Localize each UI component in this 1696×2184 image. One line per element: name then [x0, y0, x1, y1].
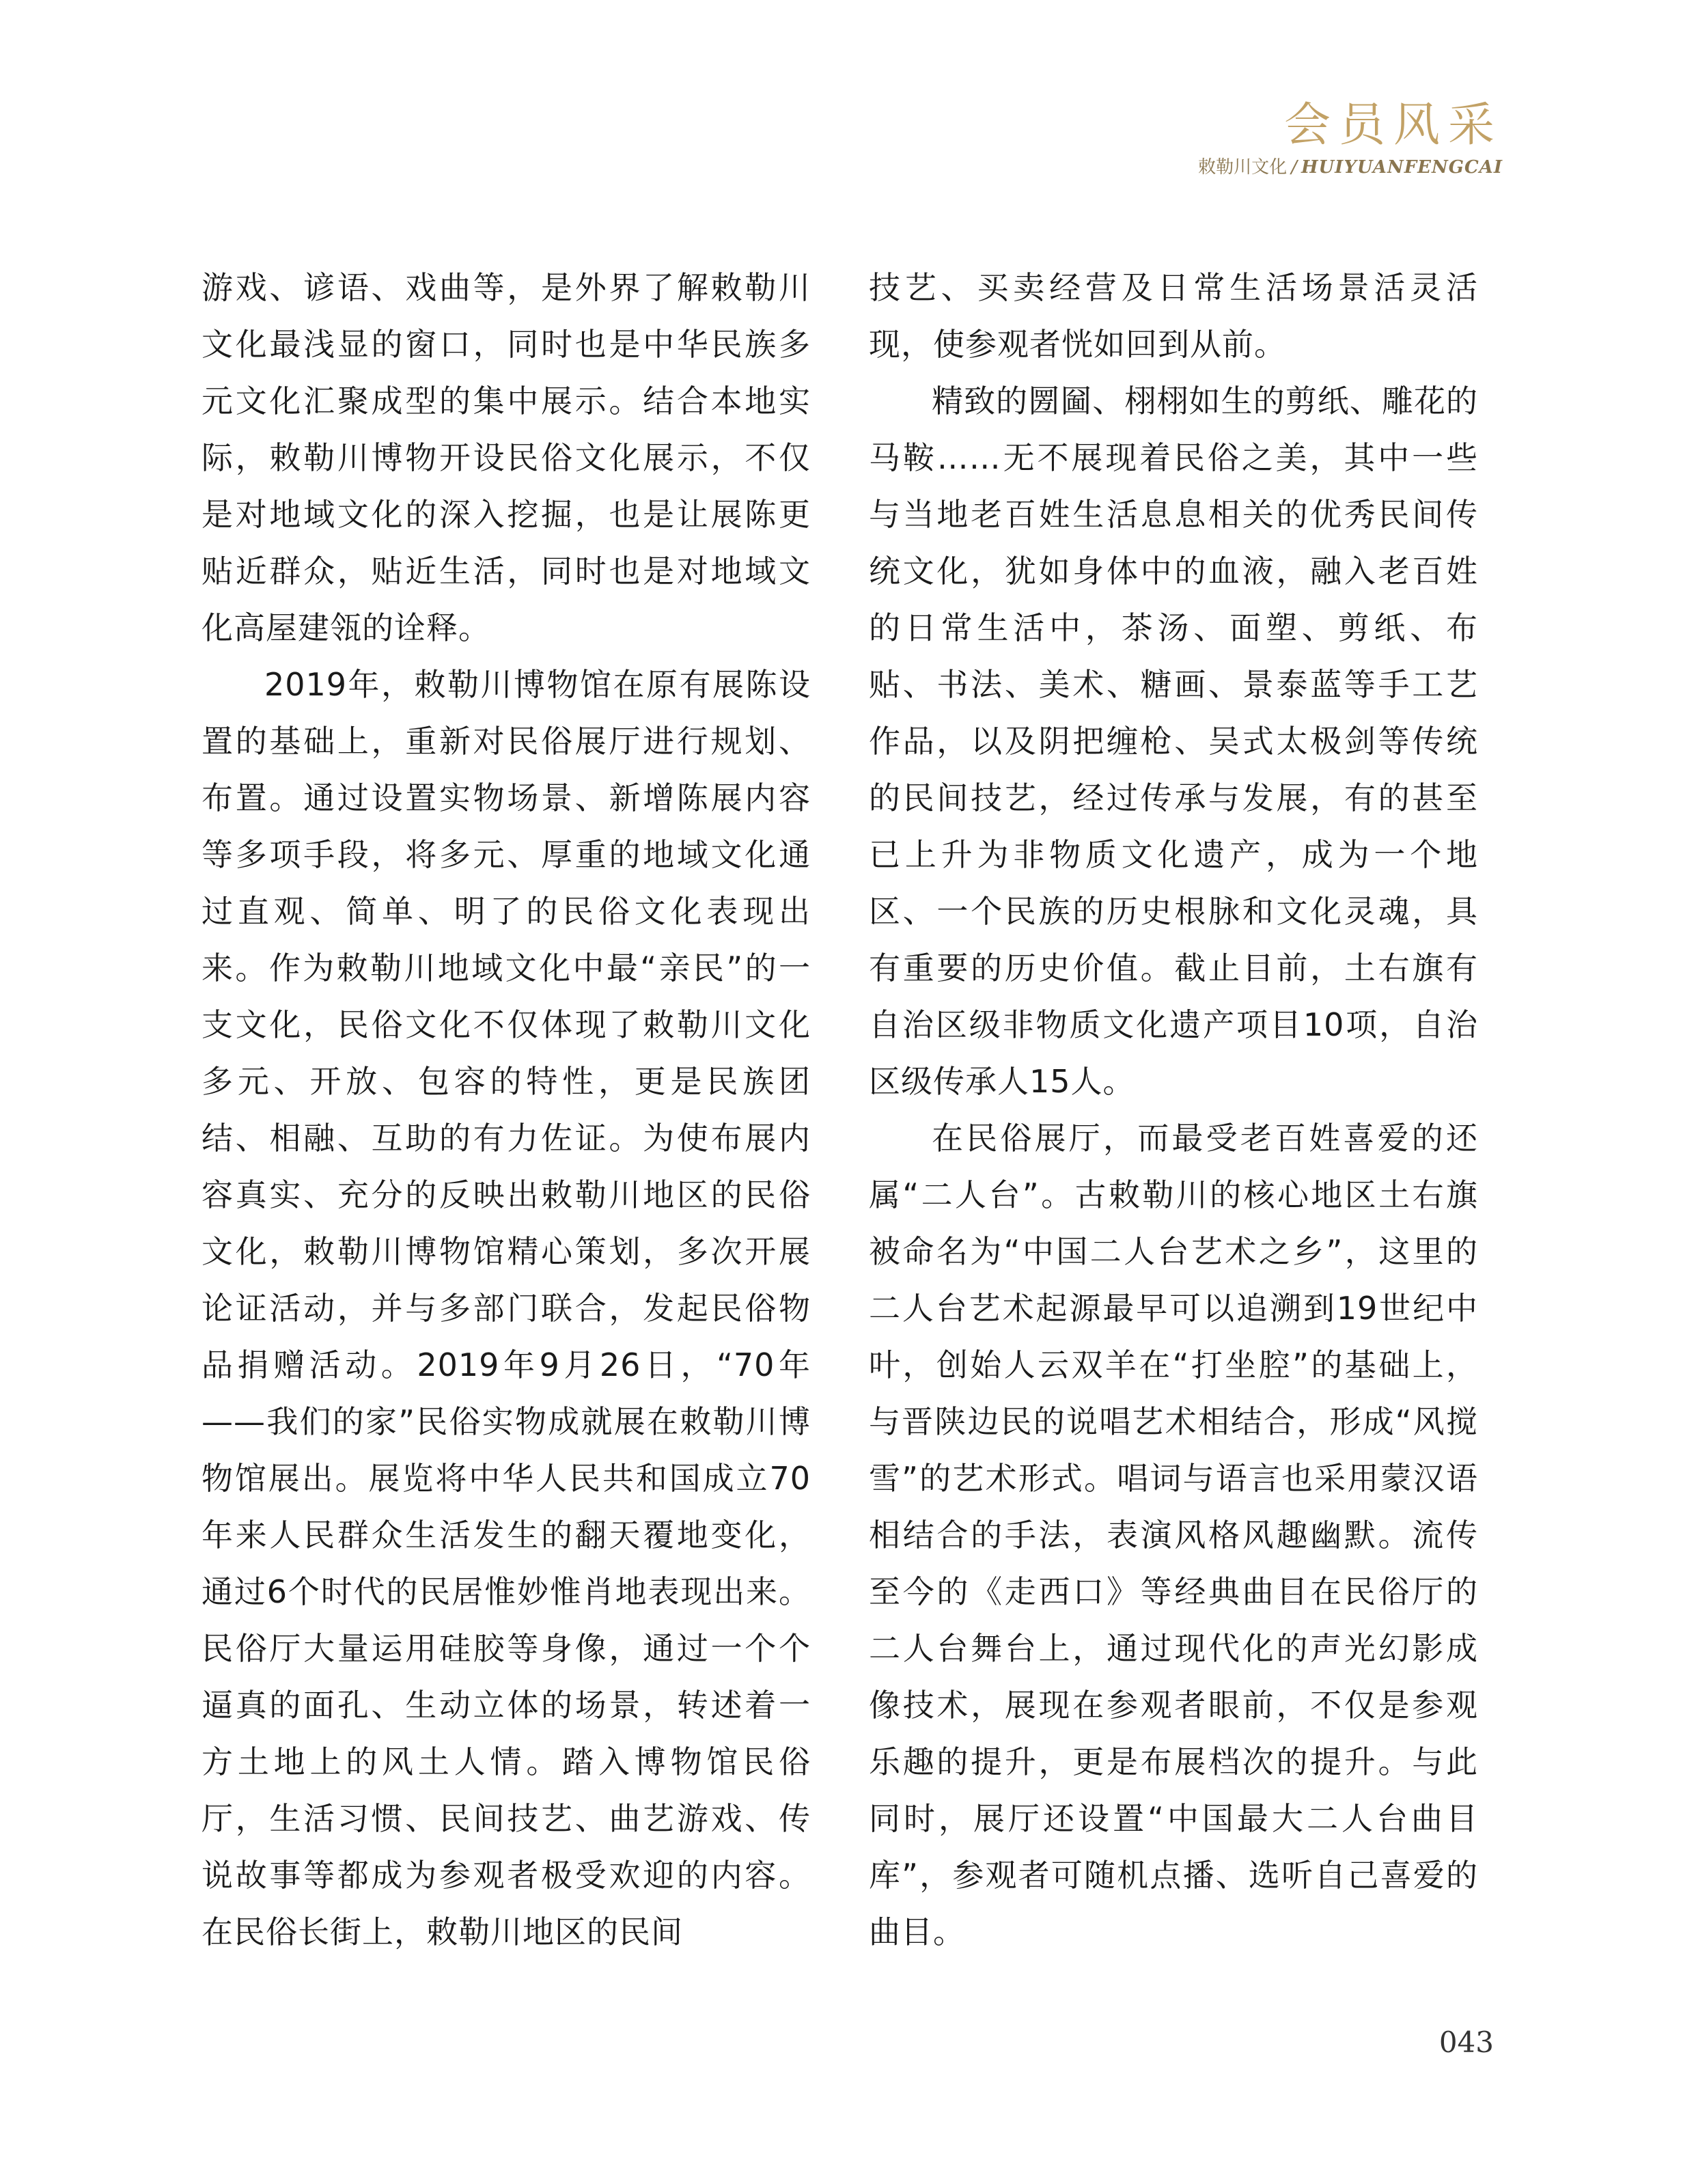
- paragraph: 技艺、买卖经营及日常生活场景活灵活现，使参观者恍如回到从前。: [869, 269, 1478, 363]
- paragraph: 2019年，敕勒川博物馆在原有展陈设置的基础上，重新对民俗展厅进行规划、布置。通过设置实物场景、新增陈展内容等多项手段，将多元、厚重的地域文化通过直观、简单、明了的民俗文化表现出来。作为敕勒川地域文化中最“亲民”的一支文化，民俗文化不仅体现了敕勒川文化多元、开放、包容的特性，更是民族团结、相融、互助的有力佐证。为使布展内容真实、充分的反映出敕勒川地区的民俗文化，敕勒川博物馆精心策划，多次开展论证活动，并与多部门联合，发起民俗物品捐赠活动。2019年9月26日，“70年——我们的家”民俗实物成就展在敕勒川博物馆展出。展览将中华人民共和国成立70年来人民群众生活发生的翻天覆地变化，通过6个时代的民居惟妙惟肖地表现出来。民俗厅大量运用硅胶等身像，通过一个个逼真的面孔、生动立体的场景，转述着一方土地上的风土人情。踏入博物馆民俗厅，生活习惯、民间技艺、曲艺游戏、传说故事等都成为参观者极受欢迎的内容。在民俗长街上，敕勒川地区的民间: [201, 666, 811, 1950]
- left-column: [201, 260, 811, 1961]
- paragraph: 游戏、谚语、戏曲等，是外界了解敕勒川文化最浅显的窗口，同时也是中华民族多元文化汇聚成型的集中展示。结合本地实际，敕勒川博物开设民俗文化展示，不仅是对地域文化的深入挖掘，也是让展陈更贴近群众，贴近生活，同时也是对地域文化高屋建瓴的诠释。: [201, 269, 811, 646]
- section-subtitle: [1198, 158, 1503, 176]
- page-number: 043: [1438, 2026, 1494, 2059]
- paragraph: 在民俗展厅，而最受老百姓喜爱的还属“二人台”。古敕勒川的核心地区土右旗被命名为“中国二人台艺术之乡”，这里的二人台艺术起源最早可以追溯到19世纪中叶，创始人云双羊在“打坐腔”的基础上，与晋陕边民的说唱艺术相结合，形成“风搅雪”的艺术形式。唱词与语言也采用蒙汉语相结合的手法，表演风格风趣幽默。流传至今的《走西口》等经典曲目在民俗厅的二人台舞台上，通过现代化的声光幻影成像技术，展现在参观者眼前，不仅是参观乐趣的提升，更是布展档次的提升。与此同时，展厅还设置“中国最大二人台曲目库”，参观者可随机点播、选听自己喜爱的曲目。: [869, 1120, 1478, 1950]
- publication-name: 敕勒川文化: [1198, 157, 1288, 178]
- right-column: [869, 260, 1478, 1961]
- running-header: [1198, 98, 1503, 178]
- subtitle-separator: /: [1291, 157, 1297, 178]
- paragraph: 精致的圐圙、栩栩如生的剪纸、雕花的马鞍……无不展现着民俗之美，其中一些与当地老百姓生活息息相关的优秀民间传统文化，犹如身体中的血液，融入老百姓的日常生活中，茶汤、面塑、剪纸、布贴、书法、美术、糖画、景泰蓝等手工艺作品，以及阴把缠枪、吴式太极剑等传统的民间技艺，经过传承与发展，有的甚至已上升为非物质文化遗产，成为一个地区、一个民族的历史根脉和文化灵魂，具有重要的历史价值。截止目前，土右旗有自治区级非物质文化遗产项目10项，自治区级传承人15人。: [869, 383, 1478, 1100]
- section-title: 会员风采: [1283, 98, 1503, 152]
- section-title-english: HUIYUANFENGCAI: [1301, 157, 1503, 178]
